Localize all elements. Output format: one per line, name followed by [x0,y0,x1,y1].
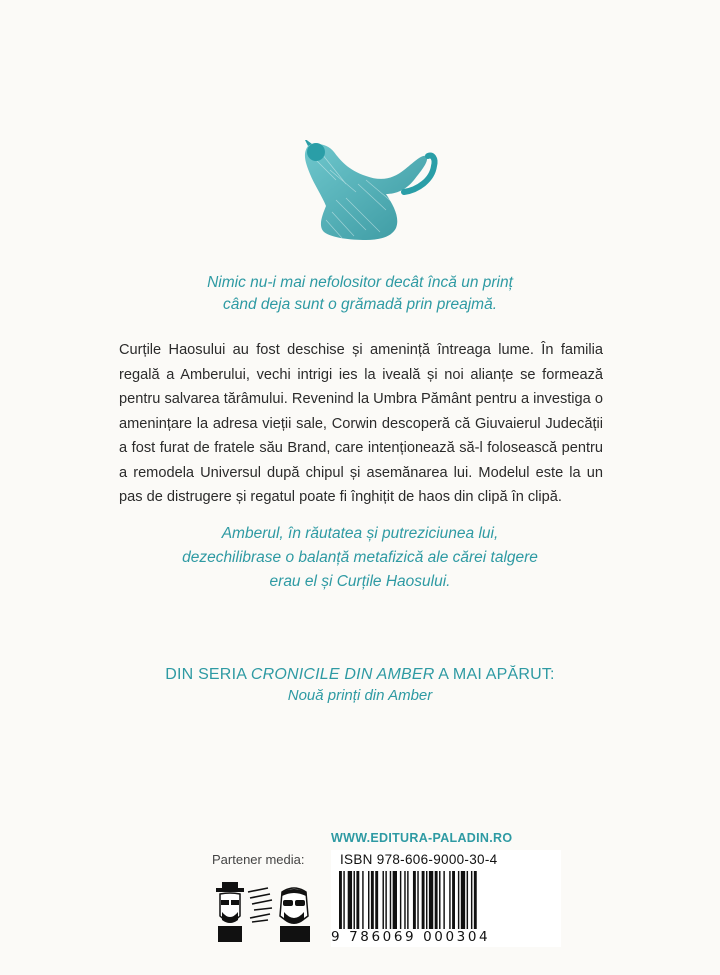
series-name: CRONICILE DIN AMBER [250,666,435,683]
hat-face-icon [216,882,244,942]
series-heading [60,664,660,686]
cat-emblem-icon [296,140,442,244]
publisher-website: WWW.EDITURA-PALADIN.RO [331,831,513,845]
closing-quote-line: Amberul, în răutatea și putreziciunea lui, [221,525,499,542]
opening-quote [100,272,620,316]
closing-quote [100,522,620,594]
isbn-label: ISBN 978-606-9000-30-4 [340,852,498,867]
series-suffix: A MAI APĂRUT: [434,666,555,683]
closing-quote-line: dezechilibrase o balanță metafizică ale cărei talgere [182,549,538,566]
opening-quote-line: Nimic nu-i mai nefolositor decât încă un prinț [207,274,513,291]
media-partner-logo [210,882,320,944]
series-prefix: DIN SERIA [165,666,251,683]
partner-wordmark-icon [248,888,272,922]
closing-quote-line: erau el și Curțile Haosului. [269,573,451,590]
series-book-title: Nouă prinți din Amber [287,687,433,704]
synopsis-paragraph: Curțile Haosului au fost deschise și amenință întreaga lume. În familia regală a Amberului, vechi intrigi ies la iveală și noi alianțe se formează pentru salvarea tărâmului. Revenind la Umbra Pământ pentru a investiga o amenințare la adresa vieții sale, Corwin descoperă că Giuvaierul Judecății a fost furat de fratele său Brand, care intenționează să-l folosească pentru a remodela Universul după chipul și asemănarea lui. Modelul este la un pas de distrugere și regatul poate fi înghițit de haos din clipă în clipă. [119,342,603,505]
opening-quote-line: când deja sunt o grămadă prin preajmă. [223,296,497,313]
glasses-face-icon [280,888,310,942]
media-partner-label: Partener media: [212,852,305,867]
barcode-digits: 9 786069 000304 [331,929,491,945]
barcode-icon [339,871,557,931]
